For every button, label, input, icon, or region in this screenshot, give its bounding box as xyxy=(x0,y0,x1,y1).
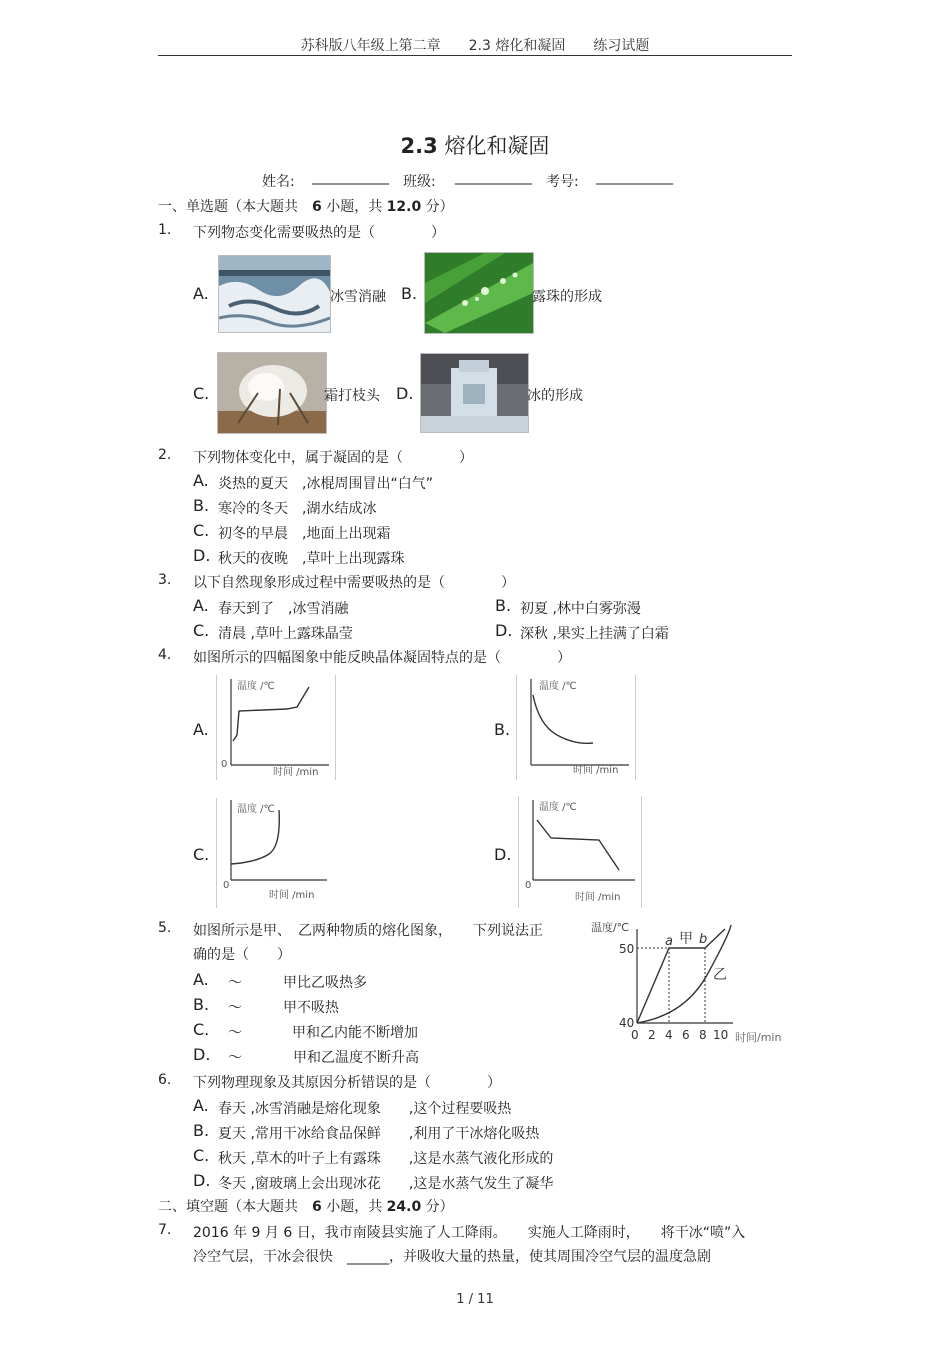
q3-option-a-text: 春天到了 ,冰雪消融 xyxy=(218,601,349,617)
q5-option-b-letter[interactable]: B. xyxy=(193,995,210,1014)
q4-graph-b xyxy=(516,675,634,780)
q3-option-c-text: 清晨 ,草叶上露珠晶莹 xyxy=(218,626,353,642)
page-number: 1 / 11 xyxy=(456,1292,494,1307)
page-header: 苏科版八年级上第二章 2.3 熔化和凝固 练习试题 xyxy=(300,38,650,54)
class-label: 班级: xyxy=(403,174,436,190)
q5-y50: 50 xyxy=(619,942,635,956)
q5-point-b: b xyxy=(699,932,708,947)
q4-graph-a xyxy=(216,675,334,780)
q4-c-origin: 0 xyxy=(223,880,230,891)
exam-no-blank[interactable]: ___________ xyxy=(596,169,673,185)
q5-y40: 40 xyxy=(619,1016,635,1030)
q6-option-c-text: 秋天 ,草木的叶子上有露珠 ,这是水蒸气液化形成的 xyxy=(218,1151,554,1167)
q1-number: 1. xyxy=(158,222,172,238)
q5-option-d-letter[interactable]: D. xyxy=(193,1045,211,1064)
q5-xt8: 8 xyxy=(699,1028,707,1042)
q3-option-c-letter[interactable]: C. xyxy=(193,621,210,640)
exam-no-label: 考号: xyxy=(546,174,579,190)
q1-stem: 下列物态变化需要吸热的是（ ） xyxy=(193,225,445,241)
q3-number: 3. xyxy=(158,572,172,588)
q6-stem: 下列物理现象及其原因分析错误的是（ ） xyxy=(193,1075,501,1091)
q5-option-a-letter[interactable]: A. xyxy=(193,970,209,989)
q7-line1: 2016 年 9 月 6 日，我市南陵县实施了人工降雨。 实施人工降雨时， 将干冰“喷”入 xyxy=(193,1225,746,1241)
q5-xt4: 4 xyxy=(665,1028,673,1042)
q5-xt6: 6 xyxy=(682,1028,690,1042)
q4-option-a-letter[interactable]: A. xyxy=(193,720,209,739)
q4-b-xlabel: 时间 /min xyxy=(573,765,619,776)
q2-option-c-letter[interactable]: C. xyxy=(193,521,210,540)
q7-line2: 冷空气层，干冰会很快 ______，并吸收大量的热量，使其周围冷空气层的温度急剧 xyxy=(193,1249,711,1265)
q5-option-a-tilde: ～ xyxy=(228,975,242,991)
q5-stem-line1: 如图所示是甲、 乙两种物质的熔化图象， 下列说法正 xyxy=(193,923,543,939)
q4-a-origin: 0 xyxy=(221,759,228,770)
snow-melting-photo xyxy=(218,255,331,333)
q4-option-d-letter[interactable]: D. xyxy=(494,845,512,864)
q4-c-ylabel: 温度 /℃ xyxy=(237,804,275,815)
header-rule xyxy=(158,55,792,56)
q2-option-d-text: 秋天的夜晚 ,草叶上出现露珠 xyxy=(218,551,405,567)
q4-graph-d xyxy=(518,796,640,908)
q5-stem-line2: 确的是（ ） xyxy=(193,947,291,963)
q4-number: 4. xyxy=(158,647,172,663)
q4-b-ylabel: 温度 /℃ xyxy=(539,681,577,692)
class-blank[interactable]: ___________ xyxy=(455,169,532,185)
q6-option-c-letter[interactable]: C. xyxy=(193,1146,210,1165)
q5-option-b-tilde: ～ xyxy=(228,1000,242,1016)
q5-melting-graph xyxy=(585,915,790,1047)
q5-point-a: a xyxy=(665,934,673,949)
q5-xt10: 10 xyxy=(713,1028,729,1042)
q3-stem: 以下自然现象形成过程中需要吸热的是（ ） xyxy=(193,575,515,591)
name-label: 姓名: xyxy=(262,174,295,190)
q6-option-d-text: 冬天 ,窗玻璃上会出现冰花 ,这是水蒸气发生了凝华 xyxy=(218,1176,554,1192)
q5-label-jia: 甲 xyxy=(679,931,693,947)
q6-option-b-letter[interactable]: B. xyxy=(193,1121,210,1140)
q4-d-ylabel: 温度 /℃ xyxy=(539,802,577,813)
q4-graph-c xyxy=(216,798,332,908)
q2-stem: 下列物体变化中，属于凝固的是（ ） xyxy=(193,450,473,466)
ice-sculpture-photo xyxy=(420,353,529,433)
q3-option-d-letter[interactable]: D. xyxy=(495,621,513,640)
q4-c-xlabel: 时间 /min xyxy=(269,890,315,901)
q4-option-b-letter[interactable]: B. xyxy=(494,720,511,739)
q6-option-b-text: 夏天 ,常用干冰给食品保鲜 ,利用了干冰熔化吸热 xyxy=(218,1126,540,1142)
q5-ylabel: 温度/℃ xyxy=(591,921,630,934)
q5-option-d-text: 甲和乙温度不断升高 xyxy=(293,1050,419,1066)
q4-option-c-letter[interactable]: C. xyxy=(193,845,210,864)
q1-option-a-letter[interactable]: A. xyxy=(193,284,209,303)
q2-option-a-letter[interactable]: A. xyxy=(193,471,209,490)
q5-number: 5. xyxy=(158,920,172,936)
q5-label-yi: 乙 xyxy=(713,967,727,983)
section-single-choice: 一、单选题（本大题共 6 小题，共 12.0 分） xyxy=(158,199,454,215)
q1-option-c-text: 霜打枝头 xyxy=(324,388,380,404)
q3-option-d-text: 深秋 ,果实上挂满了白霜 xyxy=(520,626,669,642)
page-title: 2.3 熔化和凝固 xyxy=(400,134,550,158)
q2-option-c-text: 初冬的早晨 ,地面上出现霜 xyxy=(218,526,391,542)
q4-d-xlabel: 时间 /min xyxy=(575,892,621,903)
q6-number: 6. xyxy=(158,1072,172,1088)
name-blank[interactable]: ___________ xyxy=(312,169,389,185)
q4-d-origin: 0 xyxy=(525,880,532,891)
q2-number: 2. xyxy=(158,447,172,463)
q2-option-d-letter[interactable]: D. xyxy=(193,546,211,565)
q1-option-d-letter[interactable]: D. xyxy=(396,384,414,403)
q1-option-a-text: 冰雪消融 xyxy=(330,289,386,305)
section-fill-blank: 二、填空题（本大题共 6 小题，共 24.0 分） xyxy=(158,1199,454,1215)
q7-number: 7. xyxy=(158,1222,172,1238)
q4-a-ylabel: 温度 /℃ xyxy=(237,681,275,692)
q4-a-xlabel: 时间 /min xyxy=(273,767,319,778)
q2-option-b-text: 寒冷的冬天 ,湖水结成冰 xyxy=(218,501,377,517)
dewdrop-photo xyxy=(424,252,534,334)
q1-option-b-letter[interactable]: B. xyxy=(401,284,418,303)
q5-option-c-tilde: ～ xyxy=(228,1025,242,1041)
q1-option-c-letter[interactable]: C. xyxy=(193,384,210,403)
q5-xlabel: 时间/min xyxy=(735,1031,782,1044)
q5-option-c-letter[interactable]: C. xyxy=(193,1020,210,1039)
q5-xt0: 0 xyxy=(631,1028,639,1042)
q6-option-a-letter[interactable]: A. xyxy=(193,1096,209,1115)
q2-option-a-text: 炎热的夏天 ,冰棍周围冒出“白气” xyxy=(218,476,433,492)
q5-option-c-text: 甲和乙内能不断增加 xyxy=(292,1025,418,1041)
frost-branch-photo xyxy=(217,352,327,434)
q5-option-b-text: 甲不吸热 xyxy=(283,1000,339,1016)
q3-option-a-letter[interactable]: A. xyxy=(193,596,209,615)
q5-option-d-tilde: ～ xyxy=(228,1050,242,1066)
q3-option-b-text: 初夏 ,林中白雾弥漫 xyxy=(520,601,641,617)
q6-option-a-text: 春天 ,冰雪消融是熔化现象 ,这个过程要吸热 xyxy=(218,1101,512,1117)
q4-stem: 如图所示的四幅图象中能反映晶体凝固特点的是（ ） xyxy=(193,650,571,666)
q6-option-d-letter[interactable]: D. xyxy=(193,1171,211,1190)
q5-xt2: 2 xyxy=(648,1028,656,1042)
q2-option-b-letter[interactable]: B. xyxy=(193,496,210,515)
q1-option-d-text: 冰的形成 xyxy=(527,388,583,404)
q5-option-a-text: 甲比乙吸热多 xyxy=(283,975,367,991)
q1-option-b-text: 露珠的形成 xyxy=(532,289,602,305)
q3-option-b-letter[interactable]: B. xyxy=(495,596,512,615)
